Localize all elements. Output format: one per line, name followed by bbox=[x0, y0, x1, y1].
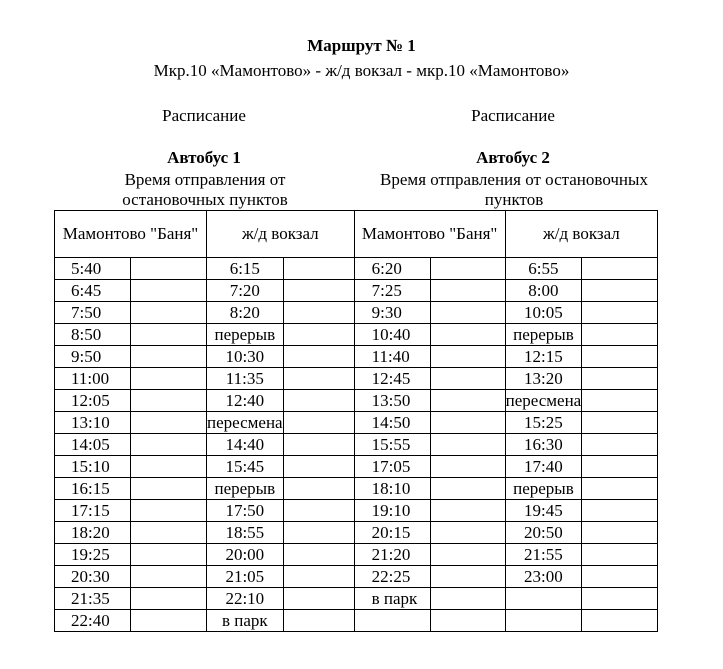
empty-cell bbox=[131, 566, 207, 588]
empty-cell bbox=[131, 500, 207, 522]
bus1-departure-station: 11:35 bbox=[207, 368, 284, 390]
table-row bbox=[55, 478, 658, 500]
empty-cell bbox=[430, 412, 505, 434]
route-title: Маршрут № 1 bbox=[307, 36, 416, 55]
empty-cell bbox=[430, 478, 505, 500]
empty-cell bbox=[430, 500, 505, 522]
bus1-departure-baniya: 20:30 bbox=[55, 566, 131, 588]
bus2-departure-station: 23:00 bbox=[505, 566, 582, 588]
empty-cell bbox=[131, 588, 207, 610]
schedule-label-bus1: Расписание bbox=[162, 106, 246, 125]
bus1-col-a-header: Мамонтово "Баня" bbox=[55, 211, 207, 258]
empty-cell bbox=[582, 258, 658, 280]
empty-cell bbox=[430, 368, 505, 390]
bus1-label: Автобус 1 bbox=[167, 148, 241, 167]
table-row bbox=[55, 566, 658, 588]
empty-cell bbox=[131, 412, 207, 434]
empty-cell bbox=[430, 588, 505, 610]
empty-cell bbox=[582, 588, 658, 610]
empty-cell bbox=[131, 456, 207, 478]
empty-cell bbox=[430, 610, 505, 632]
empty-cell bbox=[283, 544, 354, 566]
empty-cell bbox=[131, 280, 207, 302]
empty-cell bbox=[430, 302, 505, 324]
bus2-departure-baniya: 21:20 bbox=[354, 544, 430, 566]
bus2-departure-baniya: 14:50 bbox=[354, 412, 430, 434]
empty-cell bbox=[131, 302, 207, 324]
bus1-departure-station: 18:55 bbox=[207, 522, 284, 544]
empty-cell bbox=[582, 478, 658, 500]
empty-cell bbox=[283, 280, 354, 302]
table-row bbox=[55, 522, 658, 544]
empty-cell bbox=[283, 412, 354, 434]
bus1-departure-station: 10:30 bbox=[207, 346, 284, 368]
schedule-label-bus2: Расписание bbox=[471, 106, 555, 125]
bus1-departure-baniya: 8:50 bbox=[55, 324, 131, 346]
bus2-departure-station: 15:25 bbox=[505, 412, 582, 434]
empty-cell bbox=[430, 566, 505, 588]
schedule-table bbox=[54, 210, 658, 632]
empty-cell bbox=[283, 390, 354, 412]
empty-cell bbox=[582, 368, 658, 390]
table-row bbox=[55, 258, 658, 280]
empty-cell bbox=[430, 390, 505, 412]
table-row bbox=[55, 610, 658, 632]
bus1-departure-baniya: 16:15 bbox=[55, 478, 131, 500]
empty-cell bbox=[283, 324, 354, 346]
empty-cell bbox=[582, 522, 658, 544]
bus2-departure-station: 21:55 bbox=[505, 544, 582, 566]
bus1-departure-station: 17:50 bbox=[207, 500, 284, 522]
empty-cell bbox=[582, 610, 658, 632]
empty-cell bbox=[283, 434, 354, 456]
empty-cell bbox=[582, 434, 658, 456]
empty-cell bbox=[283, 566, 354, 588]
bus1-departure-label: Время отправления от остановочных пунктов bbox=[122, 170, 288, 209]
empty-cell bbox=[131, 258, 207, 280]
bus2-departure-station: 13:20 bbox=[505, 368, 582, 390]
bus1-departure-baniya: 11:00 bbox=[55, 368, 131, 390]
bus2-departure-baniya: 22:25 bbox=[354, 566, 430, 588]
bus2-departure-station: 10:05 bbox=[505, 302, 582, 324]
empty-cell bbox=[283, 368, 354, 390]
bus2-departure-baniya: 13:50 bbox=[354, 390, 430, 412]
empty-cell bbox=[283, 478, 354, 500]
bus1-departure-baniya: 7:50 bbox=[55, 302, 131, 324]
empty-cell bbox=[430, 280, 505, 302]
empty-cell bbox=[430, 434, 505, 456]
bus2-departure-label: Время отправления от остановочных пунктов bbox=[380, 170, 648, 209]
empty-cell bbox=[283, 346, 354, 368]
empty-cell bbox=[582, 302, 658, 324]
bus1-departure-baniya: 13:10 bbox=[55, 412, 131, 434]
empty-cell bbox=[131, 522, 207, 544]
bus2-departure-baniya: 6:20 bbox=[354, 258, 430, 280]
empty-cell bbox=[430, 346, 505, 368]
bus2-departure-station: перерыв bbox=[505, 324, 582, 346]
empty-cell bbox=[131, 390, 207, 412]
empty-cell bbox=[131, 324, 207, 346]
empty-cell bbox=[582, 456, 658, 478]
bus1-departure-baniya: 17:15 bbox=[55, 500, 131, 522]
bus1-departure-station: 22:10 bbox=[207, 588, 284, 610]
table-row bbox=[55, 412, 658, 434]
bus2-departure-station: пересмена bbox=[505, 391, 582, 410]
bus2-departure-station: 17:40 bbox=[505, 456, 582, 478]
bus1-departure-baniya: 21:35 bbox=[55, 588, 131, 610]
bus1-departure-station: пересмена bbox=[207, 413, 283, 432]
bus1-departure-baniya: 9:50 bbox=[55, 346, 131, 368]
bus2-departure-baniya: 18:10 bbox=[354, 478, 430, 500]
empty-cell bbox=[283, 500, 354, 522]
empty-cell bbox=[430, 522, 505, 544]
empty-cell bbox=[430, 456, 505, 478]
bus2-departure-station: 12:15 bbox=[505, 346, 582, 368]
bus2-departure-baniya: 15:55 bbox=[354, 434, 430, 456]
bus2-departure-baniya: 11:40 bbox=[354, 346, 430, 368]
bus2-departure-station: 16:30 bbox=[505, 434, 582, 456]
bus2-departure-station bbox=[505, 610, 582, 632]
empty-cell bbox=[131, 368, 207, 390]
bus2-departure-baniya: 9:30 bbox=[354, 302, 430, 324]
bus1-departure-station: 7:20 bbox=[207, 280, 284, 302]
empty-cell bbox=[283, 258, 354, 280]
bus1-departure-baniya: 12:05 bbox=[55, 390, 131, 412]
bus1-departure-station: 15:45 bbox=[207, 456, 284, 478]
bus2-departure-baniya: 20:15 bbox=[354, 522, 430, 544]
bus1-departure-baniya: 14:05 bbox=[55, 434, 131, 456]
bus1-departure-station: 12:40 bbox=[207, 390, 284, 412]
empty-cell bbox=[582, 566, 658, 588]
table-row bbox=[55, 302, 658, 324]
empty-cell bbox=[430, 544, 505, 566]
empty-cell bbox=[131, 478, 207, 500]
table-row bbox=[55, 346, 658, 368]
bus1-departure-station: 6:15 bbox=[207, 258, 284, 280]
bus2-col-a-header: Мамонтово "Баня" bbox=[354, 211, 505, 258]
bus1-departure-baniya: 19:25 bbox=[55, 544, 131, 566]
empty-cell bbox=[283, 588, 354, 610]
table-row bbox=[55, 390, 658, 412]
table-row bbox=[55, 456, 658, 478]
empty-cell bbox=[430, 324, 505, 346]
bus1-departure-station: перерыв bbox=[207, 324, 284, 346]
route-description: Мкр.10 «Мамонтово» - ж/д вокзал - мкр.10 «Мамонтово» bbox=[153, 61, 570, 80]
table-row bbox=[55, 434, 658, 456]
bus2-departure-station: 19:45 bbox=[505, 500, 582, 522]
bus2-departure-baniya: 17:05 bbox=[354, 456, 430, 478]
bus2-departure-station: 6:55 bbox=[505, 258, 582, 280]
empty-cell bbox=[131, 610, 207, 632]
bus1-departure-baniya: 5:40 bbox=[55, 258, 131, 280]
table-row bbox=[55, 500, 658, 522]
empty-cell bbox=[283, 456, 354, 478]
bus2-departure-station: 8:00 bbox=[505, 280, 582, 302]
bus2-departure-station: 20:50 bbox=[505, 522, 582, 544]
bus2-departure-baniya: 10:40 bbox=[354, 324, 430, 346]
empty-cell bbox=[430, 258, 505, 280]
bus1-departure-baniya: 6:45 bbox=[55, 280, 131, 302]
empty-cell bbox=[582, 280, 658, 302]
bus1-departure-station: 8:20 bbox=[207, 302, 284, 324]
empty-cell bbox=[283, 610, 354, 632]
bus1-departure-baniya: 15:10 bbox=[55, 456, 131, 478]
bus1-departure-station: 20:00 bbox=[207, 544, 284, 566]
empty-cell bbox=[283, 302, 354, 324]
table-row bbox=[55, 588, 658, 610]
bus2-label: Автобус 2 bbox=[476, 148, 550, 167]
bus2-departure-station bbox=[505, 588, 582, 610]
table-row bbox=[55, 368, 658, 390]
empty-cell bbox=[131, 346, 207, 368]
bus2-departure-baniya: 12:45 bbox=[354, 368, 430, 390]
table-row bbox=[55, 544, 658, 566]
bus2-departure-baniya: в парк bbox=[354, 588, 430, 610]
bus1-departure-station: 14:40 bbox=[207, 434, 284, 456]
empty-cell bbox=[582, 544, 658, 566]
bus1-departure-station: 21:05 bbox=[207, 566, 284, 588]
bus1-col-b-header: ж/д вокзал bbox=[207, 211, 355, 258]
empty-cell bbox=[131, 434, 207, 456]
bus1-departure-baniya: 18:20 bbox=[55, 522, 131, 544]
table-row bbox=[55, 324, 658, 346]
table-row bbox=[55, 280, 658, 302]
empty-cell bbox=[283, 522, 354, 544]
empty-cell bbox=[582, 346, 658, 368]
bus2-departure-baniya: 7:25 bbox=[354, 280, 430, 302]
bus1-departure-station: перерыв bbox=[207, 478, 284, 500]
bus1-departure-station: в парк bbox=[207, 610, 284, 632]
table-header-row bbox=[55, 211, 658, 258]
bus2-col-b-header: ж/д вокзал bbox=[505, 211, 658, 258]
empty-cell bbox=[582, 324, 658, 346]
empty-cell bbox=[582, 412, 658, 434]
empty-cell bbox=[582, 500, 658, 522]
bus1-departure-baniya: 22:40 bbox=[55, 610, 131, 632]
bus2-departure-station: перерыв bbox=[505, 478, 582, 500]
empty-cell bbox=[131, 544, 207, 566]
empty-cell bbox=[582, 390, 658, 412]
bus2-departure-baniya bbox=[354, 610, 430, 632]
bus2-departure-baniya: 19:10 bbox=[354, 500, 430, 522]
